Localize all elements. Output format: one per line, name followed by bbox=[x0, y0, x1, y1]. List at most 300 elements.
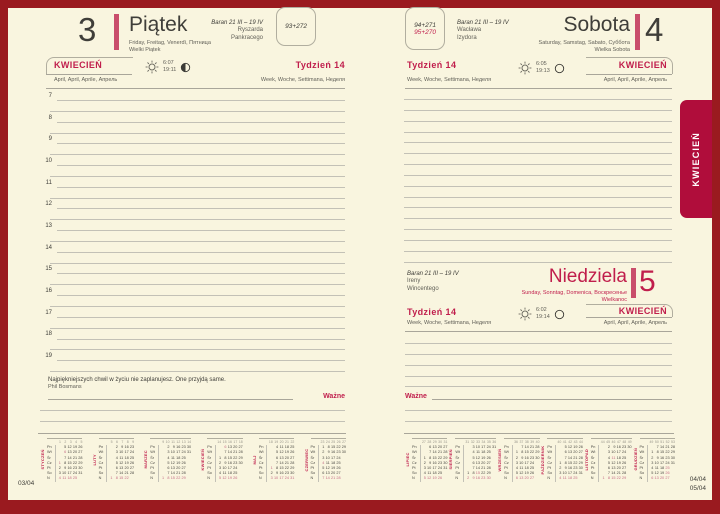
weekday-label: Cz bbox=[150, 461, 159, 466]
mini-calendar-grid bbox=[150, 438, 191, 482]
mini-calendar-day: 28 bbox=[486, 465, 491, 470]
mini-calendar-day: 17 bbox=[616, 450, 621, 455]
half-hour-line bbox=[50, 306, 345, 307]
weekday-label: So bbox=[207, 471, 216, 476]
frame-right bbox=[712, 0, 720, 514]
mini-calendar-day: 19 bbox=[176, 460, 181, 465]
mini-calendar-day: 27 bbox=[529, 476, 535, 481]
mini-calendar-day: 1 bbox=[559, 460, 562, 465]
mini-calendar-day: 12 bbox=[654, 471, 659, 476]
mini-calendar bbox=[405, 438, 447, 482]
mini-calendar-row bbox=[455, 476, 496, 481]
mini-calendar-day: 10 bbox=[222, 465, 227, 470]
mini-calendar-day bbox=[237, 476, 242, 481]
mini-calendar-day: 29 bbox=[578, 460, 583, 465]
weekday-label: Pn bbox=[47, 445, 56, 450]
week-number: 14 bbox=[187, 440, 192, 444]
mini-calendar-day: 8 bbox=[607, 476, 611, 481]
sun-icon bbox=[518, 61, 532, 75]
mini-calendar-day: 5 bbox=[64, 445, 67, 450]
mini-calendar-day: 11 bbox=[476, 450, 481, 455]
mini-calendar-day: 8 bbox=[64, 460, 67, 465]
mini-calendar-day: 8 bbox=[167, 476, 170, 481]
mini-calendar-day: 13 bbox=[67, 450, 72, 455]
weekday-label: Śr bbox=[547, 456, 556, 461]
mini-calendar-month-name: LISTOPAD bbox=[583, 449, 589, 471]
mini-calendar-day: 19 bbox=[124, 460, 129, 465]
hour-label: 18 bbox=[45, 331, 52, 338]
mini-calendar-day: 2 bbox=[423, 460, 426, 465]
week-number: 44 bbox=[578, 440, 583, 444]
mini-calendar-day: 18 bbox=[659, 465, 665, 470]
saturday-zodiac: Baran 21 III – 19 IV bbox=[457, 20, 509, 26]
mini-calendar-day: 20 bbox=[284, 455, 289, 460]
mini-calendar-day: 21 bbox=[176, 471, 181, 476]
weekday-label: Pn bbox=[311, 445, 320, 450]
mini-calendar-day: 4 bbox=[167, 455, 170, 460]
sunday-note-line bbox=[405, 354, 672, 355]
weekday-label: Pn bbox=[412, 445, 421, 450]
hour-label: 7 bbox=[48, 92, 52, 99]
frame-left bbox=[0, 0, 8, 514]
mini-calendar-day: 25 bbox=[233, 471, 238, 476]
week-number: 18 bbox=[238, 440, 243, 444]
mini-calendar-day: 27 bbox=[129, 465, 135, 470]
mini-calendar-day: 14 bbox=[475, 465, 481, 470]
mini-calendar-day bbox=[341, 476, 346, 481]
mini-calendar-day: 24 bbox=[129, 450, 135, 455]
mini-calendar-day: 5 bbox=[472, 455, 475, 460]
mini-calendar-day: 3 bbox=[472, 445, 475, 450]
week-number: 49 bbox=[627, 440, 632, 444]
right-footer-date-1: 04/04 bbox=[689, 476, 706, 483]
mini-calendar-day: 2 bbox=[58, 465, 61, 470]
mini-calendar-day: 13 bbox=[567, 450, 573, 455]
mini-calendar-day: 11 bbox=[427, 471, 432, 476]
mini-calendar-day: 27 bbox=[578, 450, 583, 455]
sunday-note-line bbox=[405, 343, 672, 344]
mini-calendar-day: 7 bbox=[276, 460, 279, 465]
left-calendar-rule bbox=[38, 433, 346, 434]
mini-calendar-day bbox=[129, 476, 134, 481]
mini-calendar-day: 17 bbox=[481, 445, 486, 450]
saturday-astro-group bbox=[518, 61, 565, 75]
mini-calendar bbox=[200, 438, 242, 482]
mini-calendar-day: 22 bbox=[336, 445, 341, 450]
mini-calendar-day: 24 bbox=[284, 476, 289, 481]
saturday-header-rule bbox=[405, 88, 672, 89]
mini-calendar-day: 4 bbox=[423, 471, 426, 476]
mini-calendar-day: 29 bbox=[621, 476, 627, 481]
mini-calendar-day: 21 bbox=[72, 455, 78, 460]
mini-calendar-day: 18 bbox=[524, 465, 529, 470]
weekday-label: Pt bbox=[311, 466, 320, 471]
mini-calendar-day: 7 bbox=[167, 471, 170, 476]
mini-calendar-month-name: GRUDZIEŃ bbox=[632, 448, 638, 471]
mini-calendar-day: 1 bbox=[602, 476, 605, 481]
week-number: 8 bbox=[126, 440, 129, 444]
weekday-label: Pn bbox=[455, 445, 464, 450]
right-calendar-rule bbox=[404, 433, 674, 434]
mini-calendar-day: 23 bbox=[437, 460, 443, 465]
mini-calendar-day: 8 bbox=[327, 445, 330, 450]
mini-calendar bbox=[633, 438, 675, 482]
sunday-month-label: KWIECIEŃ bbox=[618, 306, 667, 316]
mini-calendar-day: 2 bbox=[270, 471, 273, 476]
mini-calendar-day: 7 bbox=[564, 455, 567, 460]
saturday-sun-times bbox=[536, 61, 550, 75]
left-month-translations: April, April, Aprile, Апрель bbox=[54, 76, 118, 83]
saturday-week-translations: Week, Woche, Settimana, Неделя bbox=[407, 76, 492, 83]
weekday-label: Pt bbox=[412, 466, 421, 471]
mini-calendar-day bbox=[626, 476, 631, 481]
saturday-note-line bbox=[404, 175, 672, 176]
mini-calendar-day: 11 bbox=[279, 445, 284, 450]
mini-calendar-day: 3 bbox=[167, 450, 170, 455]
mini-calendar-day: 16 bbox=[279, 471, 284, 476]
mini-calendar-day: 5 bbox=[322, 465, 325, 470]
mini-calendar-day: 30 bbox=[627, 445, 632, 450]
weekday-label: Wt bbox=[547, 450, 556, 455]
mini-calendar-day: 26 bbox=[665, 471, 670, 476]
week-number: 15 bbox=[222, 440, 227, 444]
hour-label: 10 bbox=[45, 157, 52, 164]
mini-calendar-day: 19 bbox=[616, 460, 621, 465]
weekday-label: N bbox=[412, 476, 421, 481]
mini-calendar-day: 28 bbox=[290, 460, 295, 465]
mini-calendar-day: 9 bbox=[613, 445, 616, 450]
mini-calendar-day: 21 bbox=[481, 465, 486, 470]
mini-calendar-day: 5 bbox=[564, 445, 567, 450]
week-number: 28 bbox=[427, 440, 432, 444]
mini-calendar-day: 29 bbox=[78, 460, 83, 465]
saturday-note-line bbox=[404, 142, 672, 143]
mini-calendar-day: 29 bbox=[341, 445, 346, 450]
saturday-sunrise-time: 6:05 bbox=[536, 61, 547, 67]
mini-calendar-day: 19 bbox=[330, 465, 336, 470]
mini-calendar-day: 6 bbox=[167, 465, 170, 470]
hour-label: 13 bbox=[45, 222, 52, 229]
right-footer-date-2: 05/04 bbox=[689, 484, 706, 492]
right-mini-calendar-strip bbox=[405, 438, 675, 482]
week-number: 33 bbox=[476, 440, 481, 444]
mini-calendar-day: 28 bbox=[621, 471, 627, 476]
mini-calendar-day: 30 bbox=[578, 465, 583, 470]
mini-calendar-day: 16 bbox=[659, 455, 665, 460]
friday-holiday: Wielki Piątek bbox=[129, 47, 161, 54]
weekday-label: Śr bbox=[412, 456, 421, 461]
mini-calendar-day: 25 bbox=[181, 455, 186, 460]
weekday-label: Pt bbox=[591, 466, 600, 471]
mini-calendar-day: 24 bbox=[486, 445, 491, 450]
weekday-label: Cz bbox=[640, 461, 649, 466]
right-extra-note-line bbox=[405, 410, 672, 411]
mini-calendar-day: 7 bbox=[656, 445, 659, 450]
saturday-note-line bbox=[404, 218, 672, 219]
mini-calendar-day: 11 bbox=[222, 471, 227, 476]
mini-calendar-day: 5 bbox=[607, 460, 611, 465]
hour-line bbox=[57, 143, 345, 144]
left-astro-group bbox=[145, 60, 191, 74]
mini-calendar-day: 4 bbox=[472, 450, 475, 455]
weekday-label: So bbox=[504, 471, 513, 476]
mini-calendar-day: 26 bbox=[129, 460, 135, 465]
weekday-label: Wt bbox=[207, 450, 216, 455]
saturday-title-block bbox=[430, 14, 630, 54]
mini-calendar-day: 3 bbox=[423, 465, 426, 470]
week-number: 29 bbox=[432, 440, 437, 444]
mini-calendar-month-name: STYCZEŃ bbox=[40, 449, 45, 470]
hour-line bbox=[57, 230, 345, 231]
mini-calendar-day: 1 bbox=[219, 455, 222, 460]
mini-calendar-day: 8 bbox=[224, 455, 227, 460]
saturday-note-line bbox=[404, 240, 672, 241]
week-number: 6 bbox=[115, 440, 118, 444]
mini-calendar-day: 17 bbox=[124, 450, 129, 455]
mini-calendar-day: 1 bbox=[322, 445, 325, 450]
mini-calendar-day: 30 bbox=[78, 465, 83, 470]
mini-calendar-grid bbox=[591, 438, 632, 482]
weekday-label: So bbox=[412, 471, 421, 476]
friday-day-of-year-box bbox=[276, 7, 316, 46]
mini-calendar-day: 27 bbox=[443, 445, 448, 450]
mini-calendar-day: 9 bbox=[429, 460, 432, 465]
mini-calendar-day: 5 bbox=[276, 450, 279, 455]
mini-calendar-day: 25 bbox=[529, 465, 535, 470]
saturday-day-name: Sobota bbox=[563, 13, 630, 36]
mini-calendar-day: 10 bbox=[475, 445, 481, 450]
moon-phase-icon bbox=[180, 62, 191, 73]
mini-calendar-day: 1 bbox=[423, 455, 426, 460]
mini-calendar-day: 9 bbox=[472, 476, 475, 481]
mini-calendar-day: 27 bbox=[621, 465, 627, 470]
mini-calendar bbox=[143, 438, 191, 482]
month-side-tab bbox=[680, 100, 712, 218]
week-number: 52 bbox=[665, 440, 670, 444]
mini-calendar-day: 8 bbox=[276, 465, 279, 470]
friday-zodiac-block bbox=[160, 19, 263, 42]
mini-calendar-day: 26 bbox=[578, 445, 583, 450]
week-number: 41 bbox=[562, 440, 567, 444]
mini-calendar-day: 19 bbox=[72, 445, 78, 450]
mini-calendar-day: 13 bbox=[611, 465, 616, 470]
mini-calendar-day: 5 bbox=[115, 460, 118, 465]
mini-calendar-day: 29 bbox=[181, 476, 186, 481]
week-number: 43 bbox=[573, 440, 578, 444]
mini-calendar-day: 28 bbox=[535, 445, 540, 450]
mini-calendar-day: 11 bbox=[611, 455, 616, 460]
half-hour-line bbox=[50, 328, 345, 329]
mini-calendar-day: 8 bbox=[564, 460, 567, 465]
weekday-label: Śr bbox=[455, 456, 464, 461]
weekday-label: So bbox=[150, 471, 159, 476]
mini-calendar-day: 23 bbox=[665, 455, 670, 460]
saturday-month-underline bbox=[586, 74, 672, 75]
mini-calendar-day: 22 bbox=[665, 450, 670, 455]
mini-calendar-day: 31 bbox=[578, 471, 583, 476]
mini-calendar-grid bbox=[547, 438, 582, 482]
mini-calendar-day: 1 bbox=[270, 465, 273, 470]
mini-calendar-day: 26 bbox=[181, 460, 186, 465]
hour-label: 12 bbox=[45, 201, 52, 208]
mini-calendar-day: 23 bbox=[336, 450, 341, 455]
weekday-label: Wt bbox=[47, 450, 56, 455]
saturday-note-line bbox=[404, 153, 672, 154]
weekday-label: Śr bbox=[99, 456, 108, 461]
weekday-label: N bbox=[99, 476, 108, 481]
mini-calendar-day: 3 bbox=[219, 465, 222, 470]
mini-calendar-day: 20 bbox=[573, 450, 578, 455]
mini-calendar-day: 20 bbox=[124, 465, 129, 470]
friday-accent-bar bbox=[114, 14, 119, 50]
mini-calendar-day: 15 bbox=[432, 455, 437, 460]
mini-calendar-day: 10 bbox=[119, 450, 124, 455]
mini-calendar bbox=[584, 438, 632, 482]
mini-calendar-day: 5 bbox=[651, 471, 654, 476]
mini-calendar-day: 6 bbox=[607, 465, 611, 470]
saturday-week-label: Tydzień 14 bbox=[407, 60, 457, 70]
mini-calendar-day: 15 bbox=[119, 476, 124, 481]
mini-calendar-day: 29 bbox=[670, 450, 675, 455]
sun-icon bbox=[518, 307, 532, 321]
mini-calendar-day: 3 bbox=[115, 450, 118, 455]
mini-calendar-day: 9 bbox=[172, 445, 175, 450]
week-number: 21 bbox=[285, 440, 289, 444]
weekday-label: So bbox=[591, 471, 600, 476]
mini-calendar-day: 7 bbox=[64, 455, 67, 460]
mini-calendar-day: 6 bbox=[472, 460, 475, 465]
left-sunrise-time: 6:07 bbox=[163, 60, 174, 66]
mini-calendar-day: 2 bbox=[167, 445, 170, 450]
mini-calendar-day: 25 bbox=[573, 476, 578, 481]
mini-calendar-day: 6 bbox=[429, 445, 432, 450]
mini-calendar-day: 16 bbox=[124, 445, 129, 450]
mini-calendar-day bbox=[186, 476, 191, 481]
mini-calendar-day: 10 bbox=[562, 471, 567, 476]
mini-calendar-day: 14 bbox=[659, 445, 665, 450]
mini-calendar-day: 15 bbox=[330, 445, 336, 450]
saturday-note-line bbox=[404, 197, 672, 198]
mini-calendar-day: 25 bbox=[129, 455, 135, 460]
weekday-label: Pn bbox=[150, 445, 159, 450]
mini-calendar-day: 23 bbox=[129, 445, 135, 450]
mini-calendar-day: 9 bbox=[224, 460, 227, 465]
left-sunset-time: 19:11 bbox=[163, 67, 177, 73]
sunday-note-line bbox=[405, 365, 672, 366]
mini-calendar-day: 30 bbox=[443, 460, 448, 465]
week-number: 36 bbox=[514, 440, 518, 444]
right-important-label: Ważne bbox=[405, 393, 427, 400]
week-number: 39 bbox=[530, 440, 535, 444]
mini-calendar-day: 1 bbox=[162, 476, 165, 481]
mini-calendar-day: 26 bbox=[621, 460, 627, 465]
mini-calendar-day: 18 bbox=[481, 450, 486, 455]
mini-calendar-day: 7 bbox=[472, 465, 475, 470]
weekday-label: So bbox=[259, 471, 268, 476]
mini-calendar-day: 5 bbox=[219, 476, 222, 481]
mini-calendar-day: 12 bbox=[170, 460, 175, 465]
mini-calendar-day: 29 bbox=[238, 455, 243, 460]
sunday-header-rule bbox=[405, 331, 672, 332]
mini-calendar-row bbox=[311, 476, 346, 481]
mini-calendar-day: 10 bbox=[519, 460, 524, 465]
mini-calendar-day: 24 bbox=[573, 471, 578, 476]
mini-calendar-day: 26 bbox=[437, 476, 443, 481]
weekday-label: N bbox=[47, 476, 56, 481]
sunday-title-block bbox=[427, 267, 627, 304]
weekday-label: Wt bbox=[150, 450, 159, 455]
weekday-label: So bbox=[99, 471, 108, 476]
mini-calendar-day: 14 bbox=[524, 445, 529, 450]
saturday-month-label: KWIECIEŃ bbox=[618, 60, 667, 70]
hour-label: 19 bbox=[45, 353, 52, 359]
mini-calendar-day: 6 bbox=[115, 465, 118, 470]
friday-day-name: Piątek bbox=[129, 13, 188, 36]
mini-calendar-month-name: WRZESIEŃ bbox=[497, 448, 503, 472]
mini-calendar bbox=[304, 438, 346, 482]
mini-calendar-day: 14 bbox=[567, 455, 573, 460]
left-extra-note-line bbox=[40, 421, 345, 422]
mini-calendar-day: 16 bbox=[227, 460, 232, 465]
sunday-week-label: Tydzień 14 bbox=[407, 307, 457, 317]
saturday-holiday: Wielka Sobota bbox=[594, 47, 630, 54]
week-number: 2 bbox=[64, 440, 67, 444]
mini-calendar-day: 21 bbox=[665, 445, 670, 450]
right-extra-note-line bbox=[405, 421, 672, 422]
week-number: 27 bbox=[421, 440, 426, 444]
saturday-name-day-1: Wacława bbox=[457, 27, 482, 33]
mini-calendar-day: 16 bbox=[524, 455, 529, 460]
mini-calendar-day: 24 bbox=[621, 450, 627, 455]
weekday-label: N bbox=[150, 476, 159, 481]
mini-calendar-day: 13 bbox=[519, 476, 524, 481]
week-number: 32 bbox=[470, 440, 475, 444]
hour-line bbox=[57, 252, 345, 253]
friday-name-day-1: Ryszarda bbox=[237, 27, 263, 33]
mini-calendar-day: 20 bbox=[72, 450, 78, 455]
mini-calendar-day: 8 bbox=[472, 471, 475, 476]
weekday-label: So bbox=[47, 471, 56, 476]
sunday-name-day-1: Ireny bbox=[407, 278, 421, 284]
mini-calendar-day: 7 bbox=[224, 450, 227, 455]
mini-calendar-day: 25 bbox=[72, 476, 78, 481]
mini-calendar-day: 19 bbox=[284, 450, 289, 455]
mini-calendar-day: 30 bbox=[341, 450, 346, 455]
mini-calendar-grid bbox=[47, 438, 82, 482]
week-number: 51 bbox=[660, 440, 665, 444]
mini-calendar-day: 11 bbox=[519, 465, 524, 470]
week-number: 31 bbox=[465, 440, 470, 444]
saturday-note-line bbox=[404, 186, 672, 187]
mini-calendar-day: 11 bbox=[325, 460, 330, 465]
friday-day-of-year: 93+272 bbox=[285, 23, 307, 30]
weekday-label: N bbox=[547, 476, 556, 481]
mini-calendar-grid bbox=[504, 438, 539, 482]
mini-calendar-day: 3 bbox=[651, 460, 654, 465]
saturday-note-line bbox=[404, 262, 672, 263]
weekday-label: Pt bbox=[504, 466, 513, 471]
friday-day-number: 3 bbox=[78, 11, 97, 48]
mini-calendar-day: 24 bbox=[233, 465, 238, 470]
week-number: 49 bbox=[649, 440, 654, 444]
week-number: 20 bbox=[279, 440, 284, 444]
week-number: 40 bbox=[535, 440, 540, 444]
mini-calendar-day: 17 bbox=[176, 450, 181, 455]
mini-calendar-day: 9 bbox=[276, 471, 279, 476]
weekday-label: Wt bbox=[259, 450, 268, 455]
mini-calendar-day: 18 bbox=[176, 455, 181, 460]
quote-text: Najpiękniejszych chwil w życiu nie zaplanujesz. One przyjdą same. bbox=[48, 377, 226, 383]
